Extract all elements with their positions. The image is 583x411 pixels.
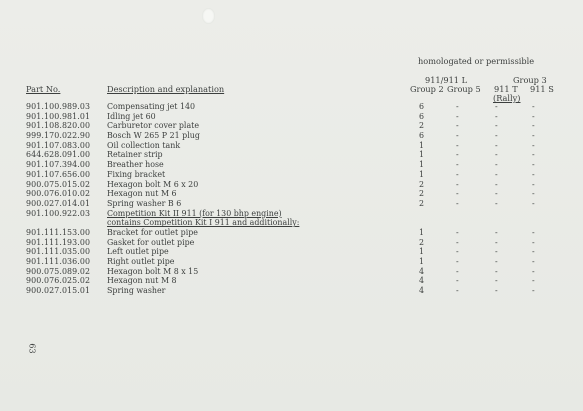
header-911s: 911 S xyxy=(530,84,554,94)
qty-group2: 2 xyxy=(419,198,425,208)
qty-911s: - xyxy=(532,111,535,121)
header-rally: (Rally) xyxy=(493,93,521,103)
part-description: Bracket for outlet pipe xyxy=(107,227,198,237)
part-description: Hexagon bolt M 8 x 15 xyxy=(107,266,199,276)
part-number: 901.108.820.00 xyxy=(26,121,91,131)
part-description: Spring washer xyxy=(107,286,166,296)
qty-group5: - xyxy=(456,150,459,160)
part-description: Spring washer B 6 xyxy=(107,198,182,208)
page-number: 63 xyxy=(27,343,37,354)
qty-911t: - xyxy=(495,247,498,257)
qty-group2: 1 xyxy=(419,227,425,237)
qty-group2: 6 xyxy=(419,131,425,141)
qty-911s: - xyxy=(532,266,535,276)
qty-911s: - xyxy=(532,140,535,150)
qty-911t: - xyxy=(495,227,498,237)
table-row xyxy=(0,247,583,257)
part-number: 901.111.153.00 xyxy=(26,227,91,237)
part-number: 644.628.091.00 xyxy=(26,150,91,160)
qty-911s: - xyxy=(532,257,535,266)
table-row xyxy=(0,189,583,199)
qty-group5: - xyxy=(456,102,459,111)
qty-group5: - xyxy=(456,131,459,141)
qty-911s: - xyxy=(532,160,535,170)
qty-911s: - xyxy=(532,247,535,257)
qty-group2: 1 xyxy=(419,160,425,170)
qty-911s: - xyxy=(532,169,535,179)
table-row xyxy=(0,228,583,238)
qty-911s: - xyxy=(532,189,535,199)
part-description: Hexagon bolt M 6 x 20 xyxy=(107,179,199,189)
part-number: 900.076.010.02 xyxy=(26,189,91,199)
parts-table xyxy=(0,102,583,296)
header-group5: Group 5 xyxy=(447,84,481,94)
table-row xyxy=(0,180,583,190)
table-row xyxy=(0,257,583,267)
table-row xyxy=(0,131,583,141)
table-row xyxy=(0,267,583,277)
qty-group2: 1 xyxy=(419,257,425,266)
qty-911s: - xyxy=(532,102,535,111)
qty-911s: - xyxy=(532,150,535,160)
qty-911t: - xyxy=(495,276,498,286)
part-number: 900.076.025.02 xyxy=(26,276,91,286)
part-number: 901.100.989.03 xyxy=(26,102,91,111)
qty-group2: 1 xyxy=(419,140,425,150)
qty-group2: 2 xyxy=(419,121,425,131)
part-description: Bosch W 265 P 21 plug xyxy=(107,131,200,141)
table-row xyxy=(0,150,583,160)
qty-911t: - xyxy=(495,286,498,296)
header-description: Description and explanation xyxy=(107,84,225,94)
part-number: 901.107.394.00 xyxy=(26,160,91,170)
table-row xyxy=(0,121,583,131)
table-row xyxy=(0,160,583,170)
qty-911s: - xyxy=(532,131,535,141)
qty-group5: - xyxy=(456,198,459,208)
qty-group2: 2 xyxy=(419,179,425,189)
qty-911s: - xyxy=(532,121,535,131)
part-number: 901.111.035.00 xyxy=(26,247,91,257)
part-number: 900.075.089.02 xyxy=(26,266,91,276)
qty-group5: - xyxy=(456,276,459,286)
qty-911t: - xyxy=(495,266,498,276)
qty-911t: - xyxy=(495,150,498,160)
header-911t: 911 T xyxy=(494,84,518,94)
qty-group5: - xyxy=(456,247,459,257)
qty-group2: 1 xyxy=(419,247,425,257)
qty-group5: - xyxy=(456,111,459,121)
qty-group5: - xyxy=(456,179,459,189)
part-description: Gasket for outlet pipe xyxy=(107,237,195,247)
table-row xyxy=(0,209,583,219)
qty-group2: 2 xyxy=(419,189,425,199)
table-row xyxy=(0,170,583,180)
qty-911s: - xyxy=(532,179,535,189)
part-number: 900.075.015.02 xyxy=(26,179,91,189)
qty-group2: 1 xyxy=(419,169,425,179)
part-description: Carburetor cover plate xyxy=(107,121,199,131)
header-group2: Group 2 xyxy=(410,84,444,94)
qty-group5: - xyxy=(456,286,459,296)
qty-911t: - xyxy=(495,102,498,111)
table-row xyxy=(0,218,583,228)
qty-911t: - xyxy=(495,111,498,121)
table-row xyxy=(0,276,583,286)
qty-911t: - xyxy=(495,189,498,199)
qty-group2: 4 xyxy=(419,266,425,276)
table-row xyxy=(0,141,583,151)
part-description: Left outlet pipe xyxy=(107,247,169,257)
qty-911t: - xyxy=(495,237,498,247)
qty-911t: - xyxy=(495,179,498,189)
qty-911t: - xyxy=(495,198,498,208)
punch-hole xyxy=(202,8,215,24)
qty-911t: - xyxy=(495,257,498,266)
qty-group5: - xyxy=(456,257,459,266)
qty-group5: - xyxy=(456,237,459,247)
part-description: Oil collection tank xyxy=(107,140,181,150)
part-number: 901.111.193.00 xyxy=(26,237,91,247)
qty-group2: 6 xyxy=(419,102,425,111)
qty-group5: - xyxy=(456,266,459,276)
part-description: Hexagon nut M 8 xyxy=(107,276,177,286)
header-part-no: Part No. xyxy=(26,84,61,94)
qty-group2: 2 xyxy=(419,237,425,247)
qty-911s: - xyxy=(532,227,535,237)
table-row xyxy=(0,102,583,112)
table-row xyxy=(0,112,583,122)
table-row xyxy=(0,286,583,296)
qty-911t: - xyxy=(495,169,498,179)
table-row xyxy=(0,238,583,248)
part-description: Retainer strip xyxy=(107,150,163,160)
part-number: 901.100.981.01 xyxy=(26,111,91,121)
table-row xyxy=(0,199,583,209)
qty-911t: - xyxy=(495,131,498,141)
part-description: Competition Kit II 911 (for 130 bhp engine) xyxy=(107,208,282,218)
qty-group5: - xyxy=(456,189,459,199)
qty-911s: - xyxy=(532,198,535,208)
part-number: 901.107.083.00 xyxy=(26,140,91,150)
qty-911s: - xyxy=(532,276,535,286)
qty-group2: 6 xyxy=(419,111,425,121)
part-number: 901.111.036.00 xyxy=(26,257,91,266)
qty-911t: - xyxy=(495,160,498,170)
qty-group5: - xyxy=(456,140,459,150)
qty-911t: - xyxy=(495,140,498,150)
qty-group2: 1 xyxy=(419,150,425,160)
qty-911s: - xyxy=(532,237,535,247)
qty-group2: 4 xyxy=(419,276,425,286)
qty-group5: - xyxy=(456,160,459,170)
part-number: 999.170.022.90 xyxy=(26,131,91,141)
part-description: Hexagon nut M 6 xyxy=(107,189,177,199)
qty-group5: - xyxy=(456,121,459,131)
part-number: 900.027.015.01 xyxy=(26,286,91,296)
part-description: Breather hose xyxy=(107,160,164,170)
qty-group2: 4 xyxy=(419,286,425,296)
part-description: Right outlet pipe xyxy=(107,257,175,266)
qty-911t: - xyxy=(495,121,498,131)
part-description: Idling jet 60 xyxy=(107,111,156,121)
qty-group5: - xyxy=(456,227,459,237)
qty-group5: - xyxy=(456,169,459,179)
header-group3: Group 3 xyxy=(513,75,547,85)
part-number: 901.107.656.00 xyxy=(26,169,91,179)
part-description: contains Competition Kit I 911 and additionally: xyxy=(107,218,300,228)
part-number: 901.100.922.03 xyxy=(26,208,91,218)
part-description: Compensating jet 140 xyxy=(107,102,196,111)
header-homologated: homologated or permissible xyxy=(418,56,535,66)
header-911-911l: 911/911 L xyxy=(425,75,468,85)
part-description: Fixing bracket xyxy=(107,169,166,179)
qty-911s: - xyxy=(532,286,535,296)
part-number: 900.027.014.01 xyxy=(26,198,91,208)
